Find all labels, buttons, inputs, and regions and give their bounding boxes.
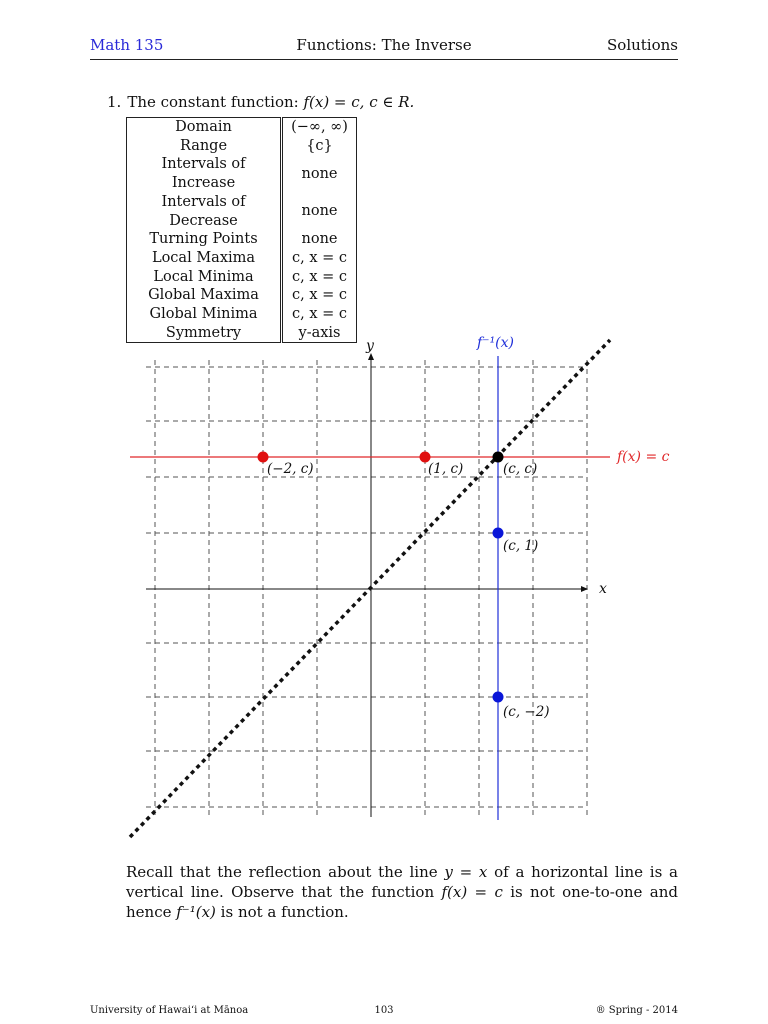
property-value: none xyxy=(301,203,338,220)
footer-page-number: 103 xyxy=(374,1005,394,1016)
property-label: Intervals of Decrease xyxy=(127,193,282,230)
point-label-c-1: (c, 1) xyxy=(503,538,539,554)
property-value: none xyxy=(301,165,338,182)
paragraph-text-2: of a horizontal line is a vertical line. Observe that the function xyxy=(126,863,678,901)
table-row xyxy=(127,249,357,268)
property-value: (−∞, ∞) xyxy=(291,119,348,135)
property-value: c, x = c xyxy=(291,306,347,323)
page-header xyxy=(90,36,678,58)
property-label: Range xyxy=(127,137,282,156)
table-row xyxy=(127,230,357,249)
point-label-c-c: (c, c) xyxy=(503,461,538,477)
y-axis-label: y xyxy=(366,338,374,354)
table-row xyxy=(127,268,357,287)
properties-table xyxy=(126,117,357,343)
property-label: Intervals of Increase xyxy=(127,155,282,192)
point-c-neg2 xyxy=(493,692,504,703)
property-label: Local Maxima xyxy=(127,249,282,268)
header-divider xyxy=(90,59,678,60)
property-value: {c} xyxy=(306,137,333,154)
page-footer xyxy=(90,1005,678,1019)
point-c-c xyxy=(493,452,504,463)
footer-university: University of Hawai‘i at Mānoa xyxy=(90,1005,249,1016)
section-title: Functions: The Inverse xyxy=(296,36,472,54)
property-label: Domain xyxy=(127,118,282,137)
footer-term: ® Spring - 2014 xyxy=(595,1005,678,1016)
property-value: c, x = c xyxy=(291,249,347,266)
table-row xyxy=(127,137,357,156)
property-label: Local Minima xyxy=(127,268,282,287)
paragraph-eq-2: f(x) = c xyxy=(441,883,503,901)
table-row xyxy=(127,286,357,305)
table-row xyxy=(127,305,357,324)
problem-intro: The constant function: xyxy=(127,93,304,111)
property-value: c, x = c xyxy=(291,287,347,304)
paragraph-text-1: Recall that the reflection about the line xyxy=(126,863,445,881)
paragraph-eq-3: f⁻¹(x) xyxy=(176,903,216,921)
problem-formula: f(x) = c, c ∈ R. xyxy=(303,93,415,111)
property-value: none xyxy=(301,231,338,248)
property-label: Global Maxima xyxy=(127,286,282,305)
f-inverse-label: f⁻¹(x) xyxy=(477,335,515,351)
point-label-neg2-c: (−2, c) xyxy=(267,461,314,477)
property-value: y-axis xyxy=(298,324,341,341)
table-row xyxy=(127,118,357,137)
paragraph-text-4: is not a function. xyxy=(215,903,349,921)
point-label-c-neg2: (c, −2) xyxy=(503,704,550,720)
explanation-paragraph xyxy=(126,862,678,922)
course-name: Math 135 xyxy=(90,36,164,54)
point-c-1 xyxy=(493,528,504,539)
table-row xyxy=(127,155,357,192)
property-label: Turning Points xyxy=(127,230,282,249)
table-row xyxy=(127,193,357,230)
property-value: c, x = c xyxy=(291,268,347,285)
point-label-1-c: (1, c) xyxy=(428,461,464,477)
paragraph-eq-1: y = x xyxy=(444,863,488,881)
header-right-label: Solutions xyxy=(607,36,678,54)
property-label: Global Minima xyxy=(127,305,282,324)
paragraph-text-3: is not one-to-one and hence xyxy=(126,883,678,921)
f-label: f(x) = c xyxy=(617,449,670,465)
problem-number: 1. xyxy=(107,93,122,111)
y-axis-arrow-icon xyxy=(368,353,374,360)
x-axis-label: x xyxy=(599,581,607,597)
function-graph xyxy=(120,330,680,845)
property-label: Symmetry xyxy=(127,324,282,343)
problem-statement xyxy=(107,93,414,111)
